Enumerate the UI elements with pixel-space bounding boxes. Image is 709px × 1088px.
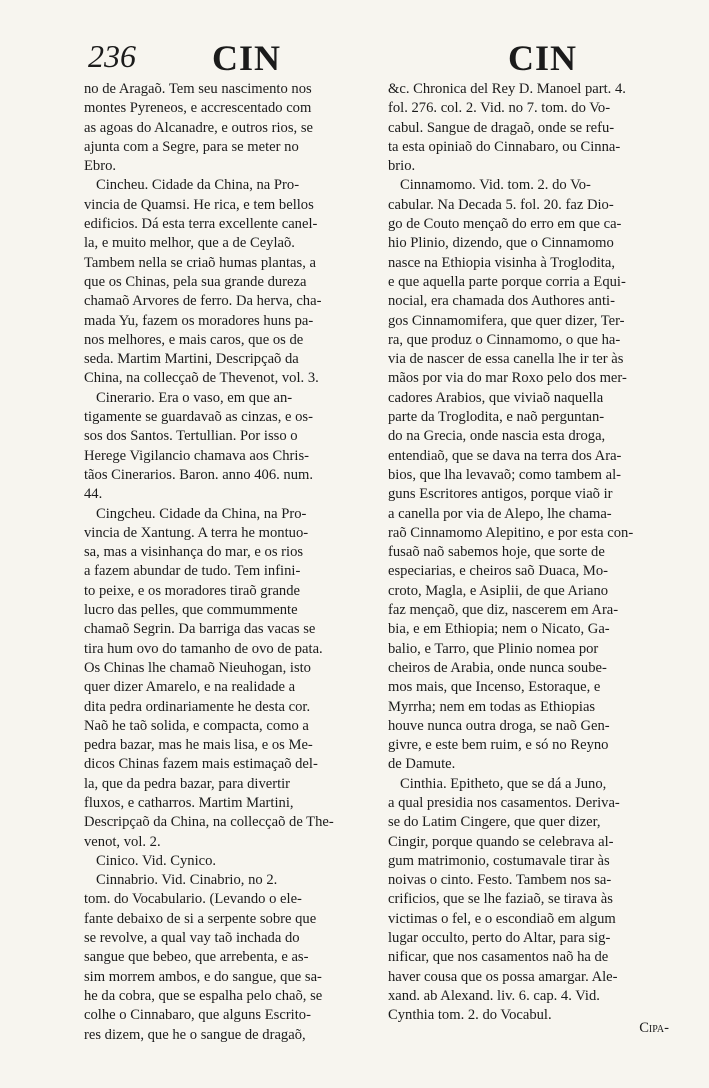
text-line: vincia de Xantung. A terra he montuo- — [84, 524, 309, 541]
text-line: tigamente se guardavaõ as cinzas, e os- — [84, 409, 313, 426]
text-line: &c. Chronica del Rey D. Manoel part. 4. — [388, 81, 626, 97]
text-line: dita pedra ordinariamente he desta cor. — [84, 698, 311, 715]
text-line: Myrrha; nem em todas as Ethiopias — [388, 698, 596, 715]
text-line: Os Chinas lhe chamaõ Nieuhogan, isto — [84, 659, 311, 676]
text-line: de Damute. — [388, 756, 456, 773]
text-line: a qual presidia nos casamentos. Deriva- — [388, 794, 620, 811]
text-line: especiarias, e cheiros saõ Duaca, Mo- — [388, 563, 609, 580]
text-line: no de Aragaõ. Tem seu nascimento nos — [84, 81, 312, 97]
text-line: Ebro. — [84, 158, 117, 175]
text-line: ajunta com a Segre, para se meter no — [84, 138, 299, 155]
text-line: via de nascer de essa canella lhe ir ter às — [388, 351, 624, 368]
text-line: a fazem abundar de tudo. Tem infini- — [84, 563, 301, 580]
page-number: 236 — [88, 38, 136, 74]
text-line: he da cobra, que se espalha pelo chaõ, se — [84, 987, 323, 1004]
text-line: croto, Magla, e Asiplii, de que Ariano — [388, 582, 609, 599]
text-line: faz mençaõ, que diz, nascerem em Ara- — [388, 602, 619, 619]
text-line: a canella por via de Alepo, lhe chama- — [388, 505, 612, 522]
text-line: tira hum ovo do tamanho de ovo de pata. — [84, 640, 323, 657]
text-line: quer dizer Amarelo, e na realidade a — [84, 679, 296, 696]
text-line: colhe o Cinnabaro, que alguns Escrito- — [84, 1007, 311, 1024]
text-line: cabul. Sangue de dragaõ, onde se refu- — [388, 119, 615, 136]
text-line: tãos Cinerarios. Baron. anno 406. num. — [84, 466, 314, 483]
text-line: Cinnamomo. Vid. tom. 2. do Vo- — [400, 177, 591, 194]
text-line: Cinico. Vid. Cynico. — [96, 852, 217, 869]
text-line: sangue que bebeo, que arrebenta, e as- — [84, 949, 309, 966]
text-line: Cinerario. Era o vaso, em que an- — [96, 389, 293, 406]
text-line: hio Plinio, dizendo, que o Cinnamomo — [388, 235, 614, 252]
text-line: Cingcheu. Cidade da China, na Pro- — [96, 505, 307, 522]
text-line: tom. do Vocabulario. (Levando o ele- — [84, 891, 302, 908]
text-line: ra, que produz o Cinnamomo, o que ha- — [388, 331, 621, 348]
text-line: haver cousa que os possa amargar. Ale- — [388, 968, 618, 985]
text-line: cabular. Na Decada 5. fol. 20. faz Dio- — [388, 196, 614, 213]
text-line: lugar occulto, perto do Altar, para sig- — [388, 930, 611, 947]
text-line: la, e muito melhor, que a de Ceylaõ. — [84, 235, 295, 252]
text-line: gos Cinnamomifera, que quer dizer, Ter- — [388, 312, 625, 329]
text-line: Descripçaõ da China, na collecçaõ de The- — [84, 814, 334, 831]
text-line: go de Couto mençaõ do erro em que ca- — [388, 216, 622, 233]
text-line: nificar, que nos casamentos naõ ha de — [388, 949, 609, 966]
text-line: Cinnabrio. Vid. Cinabrio, no 2. — [96, 872, 278, 889]
text-line: que os Chinas, pela sua grande dureza — [84, 273, 307, 290]
text-line: Tambem nella se criaõ humas plantas, a — [84, 254, 316, 271]
text-line: raõ Cinnamomo Alepitino, e por esta con- — [388, 524, 634, 541]
text-line: sa, mas a visinhança do mar, e os rios — [84, 544, 304, 561]
text-line: guns Escritores antigos, porque viaõ ir — [388, 486, 613, 503]
text-line: Cingir, porque quando se celebrava al- — [388, 833, 614, 850]
running-head-right: CIN — [508, 38, 578, 78]
text-line: mos mais, que Incenso, Estoraque, e — [388, 679, 601, 696]
text-line: givre, e este bem ruim, e só no Reyno — [388, 737, 609, 754]
text-line: do na Grecia, onde nascia esta droga, — [388, 428, 606, 445]
text-line: edificios. Dá esta terra excellente canel- — [84, 216, 318, 233]
text-line: pedra bazar, mas he mais lisa, e os Me- — [84, 737, 313, 754]
text-line: Naõ he taõ solida, e compacta, como a — [84, 717, 309, 734]
text-line: cheiros de Arabia, onde nunca soube- — [388, 659, 607, 676]
text-line: nocial, era chamada dos Authores anti- — [388, 293, 615, 310]
text-line: houve nunca outra droga, se naõ Gen- — [388, 717, 610, 734]
text-line: seda. Martim Martini, Descripçaõ da — [84, 351, 299, 368]
text-line: China, na collecçaõ de Thevenot, vol. 3. — [84, 370, 319, 387]
catchword: Cipa- — [639, 1020, 669, 1036]
text-line: vincia de Quamsi. He rica, e tem bellos — [84, 196, 314, 213]
text-line: fusaõ naõ sabemos hoje, que sorte de — [388, 544, 605, 561]
text-line: to peixe, e os moradores tiraõ grande — [84, 582, 300, 599]
text-line: lucro das pelles, que commummente — [84, 602, 298, 619]
text-line: mada Yu, fazem os moradores huns pa- — [84, 312, 314, 329]
text-line: Cinthia. Epitheto, que se dá a Juno, — [400, 775, 607, 792]
text-line: crificios, que se lhe faziaõ, se tirava às — [388, 891, 613, 908]
text-line: res dizem, que he o sangue de dragaõ, — [84, 1026, 306, 1043]
running-head-left: CIN — [212, 38, 282, 78]
text-line: Cynthia tom. 2. do Vocabul. — [388, 1007, 552, 1024]
text-line: Herege Vigilancio chamava aos Chris- — [84, 447, 309, 464]
text-line: chamaõ Segrin. Da barriga das vacas se — [84, 621, 316, 638]
text-line: bia, e em Ethiopia; nem o Nicato, Ga- — [388, 621, 610, 638]
text-line: sos dos Santos. Tertullian. Por isso o — [84, 428, 298, 445]
text-line: victimas o fel, e o escondiaõ em algum — [388, 910, 616, 927]
text-line: sim morrem ambos, e do sangue, que sa- — [84, 968, 322, 985]
text-line: parte da Troglodita, e naõ perguntan- — [388, 409, 605, 426]
text-line: mãos por via do mar Roxo pelo dos mer- — [388, 370, 627, 387]
text-line: e que aquella parte porque corria a Equi- — [388, 273, 626, 290]
text-line: venot, vol. 2. — [84, 833, 161, 850]
text-line: chamaõ Arvores de ferro. Da herva, cha- — [84, 293, 322, 310]
text-line: fol. 276. col. 2. Vid. no 7. tom. do Vo- — [388, 100, 611, 117]
text-line: nasce na Ethiopia visinha à Troglodita, — [388, 254, 615, 271]
left-column — [84, 80, 374, 1045]
text-line: cadores Arabios, que viviaõ naquella — [388, 389, 604, 406]
text-line: 44. — [84, 486, 103, 503]
text-line: Cincheu. Cidade da China, na Pro- — [96, 177, 300, 194]
text-line: noivas o cinto. Festo. Tambem nos sa- — [388, 872, 612, 889]
text-line: brio. — [388, 158, 416, 175]
text-line: dicos Chinas fazem mais estimaçaõ del- — [84, 756, 318, 773]
text-line: balio, e Tarro, que Plinio nomea por — [388, 640, 599, 657]
text-line: montes Pyreneos, e accrescentado com — [84, 100, 312, 117]
text-line: xand. ab Alexand. liv. 6. cap. 4. Vid. — [388, 987, 600, 1004]
text-line: ta esta opiniaõ do Cinnabaro, ou Cinna- — [388, 138, 621, 155]
text-line: se do Latim Cingere, que quer dizer, — [388, 814, 601, 831]
text-line: gum matrimonio, costumavale tirar às — [388, 852, 610, 869]
text-line: fante debaixo de si a serpente sobre que — [84, 910, 317, 927]
text-line: la, que da pedra bazar, para divertir — [84, 775, 291, 792]
text-line: bios, que lha levavaõ; como tambem al- — [388, 466, 622, 483]
text-line: as agoas do Alcanadre, e outros rios, se — [84, 119, 313, 136]
right-column — [388, 80, 674, 1026]
text-line: se revolve, a qual vay taõ inchada do — [84, 930, 300, 947]
text-line: fluxos, e catharros. Martim Martini, — [84, 794, 294, 811]
text-line: entendiaõ, que se dava na terra dos Ara- — [388, 447, 622, 464]
text-line: nos melhores, e mais caros, que os de — [84, 331, 304, 348]
